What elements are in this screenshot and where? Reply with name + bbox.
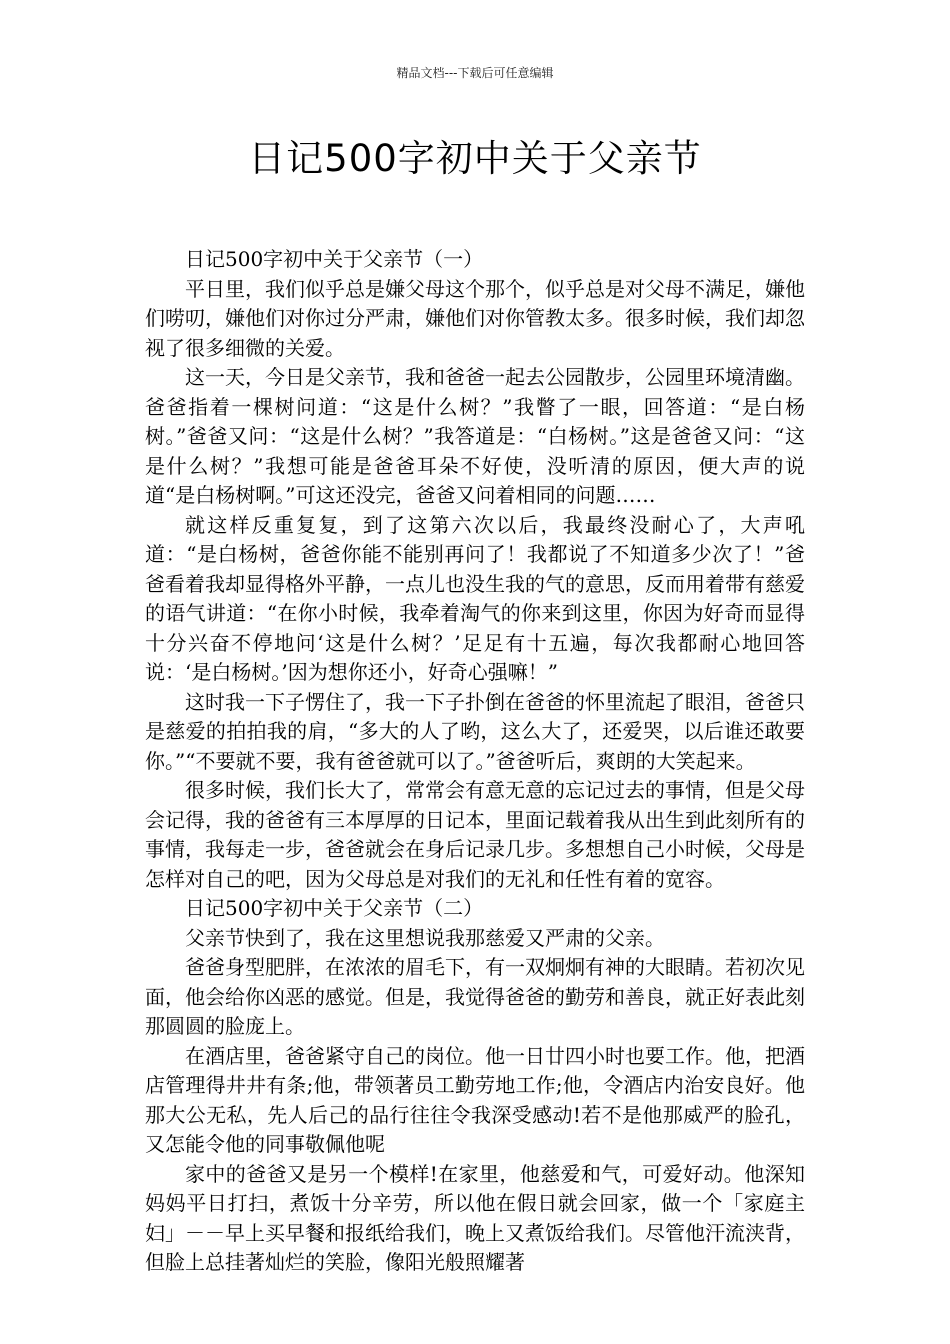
paragraph: 父亲节快到了，我在这里想说我那慈爱又严肃的父亲。 — [185, 925, 665, 950]
paragraph: 很多时候，我们长大了，常常会有意无意的忘记过去的事情，但是父母会记得，我的爸爸有三本厚厚的日记本，里面记载着我从出生到此刻所有的事情，我每走一步，爸爸就会在身后记录几步。多想想自己小时候，父母是怎样对自己的吧，因为父母总是对我们的无礼和任性有着的宽容。 — [145, 778, 805, 891]
document-body — [145, 245, 805, 1278]
document-title: 日记500字初中关于父亲节 — [248, 137, 702, 180]
paragraph: 日记500字初中关于父亲节（二） — [185, 896, 484, 920]
paragraph: 就这样反重复复，到了这第六次以后，我最终没耐心了，大声吼道：“是白杨树，爸爸你能不能别再问了！我都说了不知道多少次了！”爸爸看着我却显得格外平静，一点儿也没生我的气的意思，反而用着带有慈爱的语气讲道：“在你小时候，我牵着淘气的你来到这里，你因为好奇而显得十分兴奋不停地问‘这是什么树？’足足有十五遍，每次我都耐心地回答说：‘是白杨树。’因为想你还小，好奇心强嘛！” — [145, 512, 805, 684]
paragraph: 平日里，我们似乎总是嫌父母这个那个，似乎总是对父母不满足，嫌他们唠叨，嫌他们对你过分严肃，嫌他们对你管教太多。很多时候，我们却忽视了很多细微的关爱。 — [145, 276, 805, 360]
paragraph: 这一天，今日是父亲节，我和爸爸一起去公园散步，公园里环境清幽。爸爸指着一棵树问道：“这是什么树？”我瞥了一眼，回答道：“是白杨树。”爸爸又问：“这是什么树？”我答道是：“白杨树。”这是爸爸又问：“这是什么树？”我想可能是爸爸耳朵不好使，没听清的原因，便大声的说道“是白杨树啊。”可这还没完，爸爸又问着相同的问题…… — [145, 365, 805, 507]
page-header: 精品文档---下载后可任意编辑 — [396, 66, 554, 80]
paragraph: 爸爸身型肥胖，在浓浓的眉毛下，有一双炯炯有神的大眼睛。若初次见面，他会给你凶恶的感觉。但是，我觉得爸爸的勤劳和善良，就正好表此刻那圆圆的脸庞上。 — [145, 955, 805, 1038]
paragraph: 家中的爸爸又是另一个模样!在家里，他慈爱和气，可爱好动。他深知妈妈平日打扫，煮饭十分辛劳，所以他在假日就会回家，做一个「家庭主妇」－－早上买早餐和报纸给我们，晚上又煮饭给我们。尽管他汗流浃背，但脸上总挂著灿烂的笑脸，像阳光般照耀著 — [145, 1161, 805, 1274]
paragraph: 在酒店里，爸爸紧守自己的岗位。他一日廿四小时也要工作。他，把酒店管理得井井有条;他，带领著员工勤劳地工作;他，令酒店内治安良好。他那大公无私，先人后己的品行往往令我深受感动!若不是他那威严的脸孔，又怎能令他的同事敬佩他呢 — [145, 1043, 805, 1156]
paragraph: 这时我一下子愣住了，我一下子扑倒在爸爸的怀里流起了眼泪，爸爸只是慈爱的拍拍我的肩，“多大的人了哟，这么大了，还爱哭，以后谁还敢要你。”“不要就不要，我有爸爸就可以了。”爸爸听后，爽朗的大笑起来。 — [145, 689, 805, 773]
paragraph: 日记500字初中关于父亲节（一） — [185, 247, 484, 271]
